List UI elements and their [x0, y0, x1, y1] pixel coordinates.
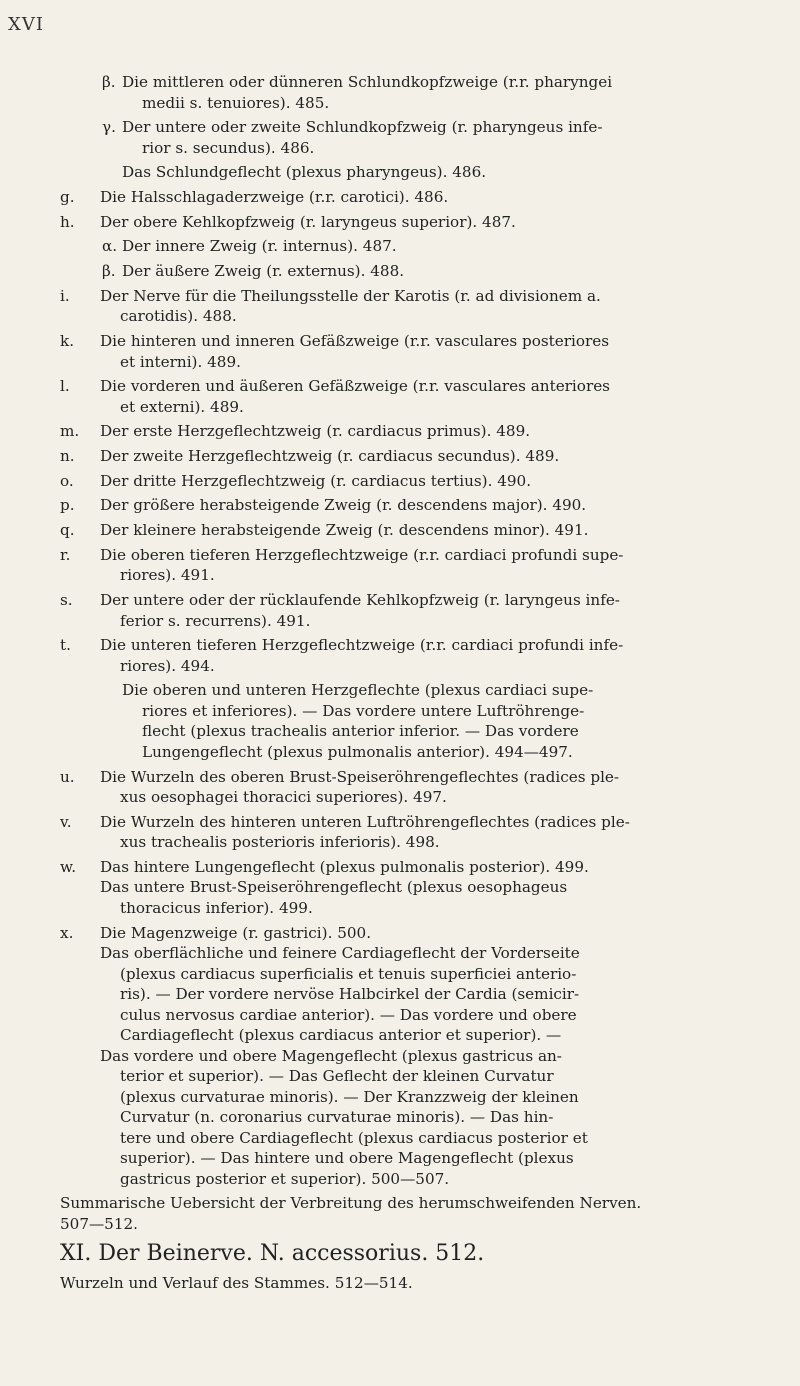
- toc-entry: [60, 923, 780, 1190]
- entry-line: Die Halsschlagaderzweige (r.r. carotici). 486.: [100, 188, 449, 207]
- page-number: XVI: [8, 14, 44, 35]
- entry-line: Der größere herabsteigende Zweig (r. descendens major). 490.: [100, 496, 587, 515]
- table-of-contents: [60, 72, 780, 1297]
- entry-line: (plexus cardiacus superficialis et tenuis superficiei anterio-: [120, 964, 577, 983]
- toc-entry: [60, 495, 780, 516]
- entry-line: Die Wurzeln des oberen Brust-Speiseröhrengeflechtes (radices ple-: [100, 767, 620, 786]
- entry-label: v.: [60, 812, 72, 831]
- entry-line: terior et superior). — Das Geflecht der kleinen Curvatur: [120, 1067, 554, 1086]
- entry-line: Der innere Zweig (r. internus). 487.: [122, 237, 397, 256]
- entry-label: α.: [102, 237, 118, 256]
- entry-label: r.: [60, 545, 71, 564]
- entry-line: riores). 491.: [120, 566, 215, 585]
- toc-entry: [60, 446, 780, 467]
- summary-line: Summarische Uebersicht der Verbreitung des herumschweifenden Nerven.: [60, 1194, 642, 1213]
- toc-entry: [60, 545, 780, 586]
- toc-entry: [60, 117, 780, 158]
- toc-entry: [60, 286, 780, 327]
- section-subentry: Wurzeln und Verlauf des Stammes. 512—514.: [60, 1273, 413, 1292]
- entry-line: tere und obere Cardiageflecht (plexus cardiacus posterior et: [120, 1128, 588, 1147]
- entry-line: Das oberflächliche und feinere Cardiageflecht der Vorderseite: [100, 944, 580, 963]
- entry-line: Die Magenzweige (r. gastrici). 500.: [100, 923, 372, 942]
- entry-line: (plexus curvaturae minoris). — Der Kranzzweig der kleinen: [120, 1087, 579, 1106]
- entry-label: g.: [60, 188, 75, 207]
- entry-label: γ.: [102, 118, 116, 137]
- entry-line: rior s. secundus). 486.: [142, 138, 315, 157]
- entry-label: β.: [102, 262, 116, 281]
- entry-line: thoracicus inferior). 499.: [120, 898, 313, 917]
- section-heading: XI. Der Beinerve. N. accessorius. 512.: [60, 1241, 485, 1267]
- entry-line: Die vorderen und äußeren Gefäßzweige (r.r. vasculares anteriores: [100, 377, 610, 396]
- entry-line: culus nervosus cardiae anterior). — Das vordere und obere: [120, 1005, 577, 1024]
- entry-line: Die mittleren oder dünneren Schlundkopfzweige (r.r. pharyngei: [122, 73, 613, 91]
- entry-line: Der untere oder der rücklaufende Kehlkopfzweig (r. laryngeus infe-: [100, 591, 620, 609]
- entry-label: β.: [102, 73, 116, 91]
- entry-line: Die hinteren und inneren Gefäßzweige (r.r. vasculares posteriores: [100, 332, 610, 350]
- entry-line: et interni). 489.: [120, 352, 241, 371]
- summary-entry: [60, 1193, 780, 1234]
- entry-line: Die oberen tieferen Herzgeflechtzweige (r.r. cardiaci profundi supe-: [100, 545, 624, 564]
- toc-entry: [60, 812, 780, 853]
- entry-line: Cardiageflecht (plexus cardiacus anterior et superior). —: [120, 1026, 562, 1045]
- entry-label: p.: [60, 496, 75, 515]
- entry-line: Der kleinere herabsteigende Zweig (r. descendens minor). 491.: [100, 521, 589, 540]
- toc-entry: [60, 471, 780, 492]
- entry-line: Der untere oder zweite Schlundkopfzweig (r. pharyngeus infe-: [122, 118, 603, 137]
- entry-line: riores). 494.: [120, 656, 215, 675]
- entry-line: Der Nerve für die Theilungsstelle der Karotis (r. ad divisionem a.: [100, 286, 601, 305]
- entry-line: Die Wurzeln des hinteren unteren Luftröhrengeflechtes (radices ple-: [100, 812, 630, 831]
- toc-entry: [60, 72, 780, 113]
- toc-entry: [60, 187, 780, 208]
- entry-line: Das Schlundgeflecht (plexus pharyngeus). 486.: [122, 163, 487, 182]
- toc-entry: [60, 212, 780, 233]
- entry-line: et externi). 489.: [120, 397, 244, 416]
- entry-line: flecht (plexus trachealis anterior inferior. — Das vordere: [142, 722, 579, 741]
- entry-line: Der äußere Zweig (r. externus). 488.: [122, 262, 405, 281]
- entry-line: Die unteren tieferen Herzgeflechtzweige (r.r. cardiaci profundi infe-: [100, 636, 624, 655]
- entry-line: Der dritte Herzgeflechtzweig (r. cardiacus tertius). 490.: [100, 471, 532, 490]
- entry-line: Der erste Herzgeflechtzweig (r. cardiacus primus). 489.: [100, 422, 531, 441]
- entry-label: h.: [60, 212, 75, 231]
- entry-label: w.: [60, 857, 77, 876]
- entry-label: q.: [60, 521, 75, 540]
- toc-entry: [60, 331, 780, 372]
- entry-label: i.: [60, 286, 70, 305]
- entry-line: Das vordere und obere Magengeflecht (plexus gastricus an-: [100, 1046, 562, 1065]
- entry-line: superior). — Das hintere und obere Magengeflecht (plexus: [120, 1149, 574, 1168]
- toc-entry: [60, 520, 780, 541]
- summary-line: 507—512.: [60, 1214, 138, 1233]
- toc-entry: [60, 162, 780, 183]
- toc-entry: [60, 635, 780, 676]
- toc-entry: [60, 421, 780, 442]
- entry-line: ferior s. recurrens). 491.: [120, 611, 311, 630]
- entry-line: carotidis). 488.: [120, 307, 237, 326]
- entry-label: m.: [60, 422, 80, 441]
- toc-entry: [60, 680, 780, 762]
- entry-label: o.: [60, 471, 74, 490]
- entry-line: xus oesophagei thoracici superiores). 497.: [120, 788, 447, 807]
- entry-line: Der obere Kehlkopfzweig (r. laryngeus superior). 487.: [100, 212, 516, 231]
- entry-line: Lungengeflecht (plexus pulmonalis anterior). 494—497.: [142, 742, 573, 761]
- entry-label: t.: [60, 636, 71, 655]
- entry-label: u.: [60, 767, 75, 786]
- entry-label: s.: [60, 591, 73, 609]
- toc-entry: [60, 261, 780, 282]
- toc-entry: [60, 767, 780, 808]
- entry-label: k.: [60, 332, 75, 350]
- entry-line: ris). — Der vordere nervöse Halbcirkel der Cardia (semicir-: [120, 985, 580, 1004]
- toc-entry: [60, 376, 780, 417]
- entry-line: Der zweite Herzgeflechtzweig (r. cardiacus secundus). 489.: [100, 447, 560, 466]
- entry-label: n.: [60, 447, 75, 466]
- entry-line: Curvatur (n. coronarius curvaturae minoris). — Das hin-: [120, 1108, 554, 1127]
- entry-line: riores et inferiores). — Das vordere untere Luftröhrenge-: [142, 701, 585, 720]
- entry-line: xus trachealis posterioris inferioris). 498.: [120, 833, 440, 852]
- entry-line: Das hintere Lungengeflecht (plexus pulmonalis posterior). 499.: [100, 857, 589, 876]
- entry-label: l.: [60, 377, 70, 396]
- entry-label: x.: [60, 923, 74, 942]
- toc-entry: [60, 857, 780, 919]
- entry-line: gastricus posterior et superior). 500—507.: [120, 1169, 450, 1188]
- entry-line: medii s. tenuiores). 485.: [142, 93, 330, 112]
- entry-line: Das untere Brust-Speiseröhrengeflecht (plexus oesophageus: [100, 878, 568, 897]
- entry-line: Die oberen und unteren Herzgeflechte (plexus cardiaci supe-: [122, 681, 594, 700]
- toc-entry: [60, 236, 780, 257]
- toc-entry: [60, 590, 780, 631]
